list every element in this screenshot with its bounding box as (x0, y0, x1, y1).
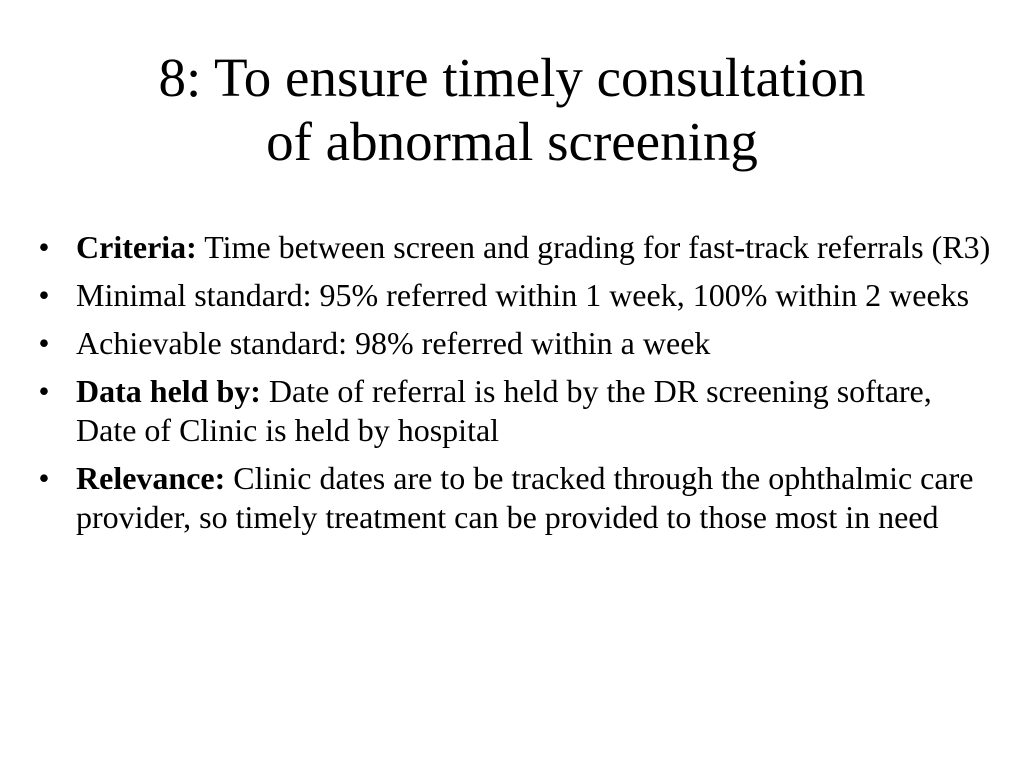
bullet-label: Relevance: (76, 460, 226, 496)
bullet-dot-icon (34, 372, 54, 411)
bullet-data-held-by (34, 372, 994, 450)
bullet-dot-icon (34, 459, 54, 498)
bullet-dot-icon (34, 228, 54, 267)
bullet-text: Minimal standard: 95% referred within 1 week, 100% within 2 weeks (76, 277, 970, 313)
slide-title-line-2: of abnormal screening (266, 111, 758, 172)
bullet-list (34, 228, 994, 546)
bullet-label: Criteria: (76, 229, 197, 265)
bullet-text: Clinic dates are to be tracked through the ophthalmic care provider, so timely treatment can be provided to those most in need (76, 460, 974, 535)
bullet-relevance (34, 459, 994, 537)
bullet-text: Date of referral is held by the DR screening softare, Date of Clinic is held by hospital (76, 373, 932, 448)
bullet-dot-icon (34, 276, 54, 315)
bullet-criteria (34, 228, 994, 267)
slide-title-line-1: 8: To ensure timely consultation (158, 47, 866, 108)
bullet-minimal-standard (34, 276, 994, 315)
bullet-text: Time between screen and grading for fast-track referrals (R3) (196, 229, 991, 265)
bullet-text: Achievable standard: 98% referred within a week (76, 325, 711, 361)
slide-title (40, 46, 984, 174)
bullet-achievable-standard (34, 324, 994, 363)
bullet-label: Data held by: (76, 373, 261, 409)
bullet-dot-icon (34, 324, 54, 363)
